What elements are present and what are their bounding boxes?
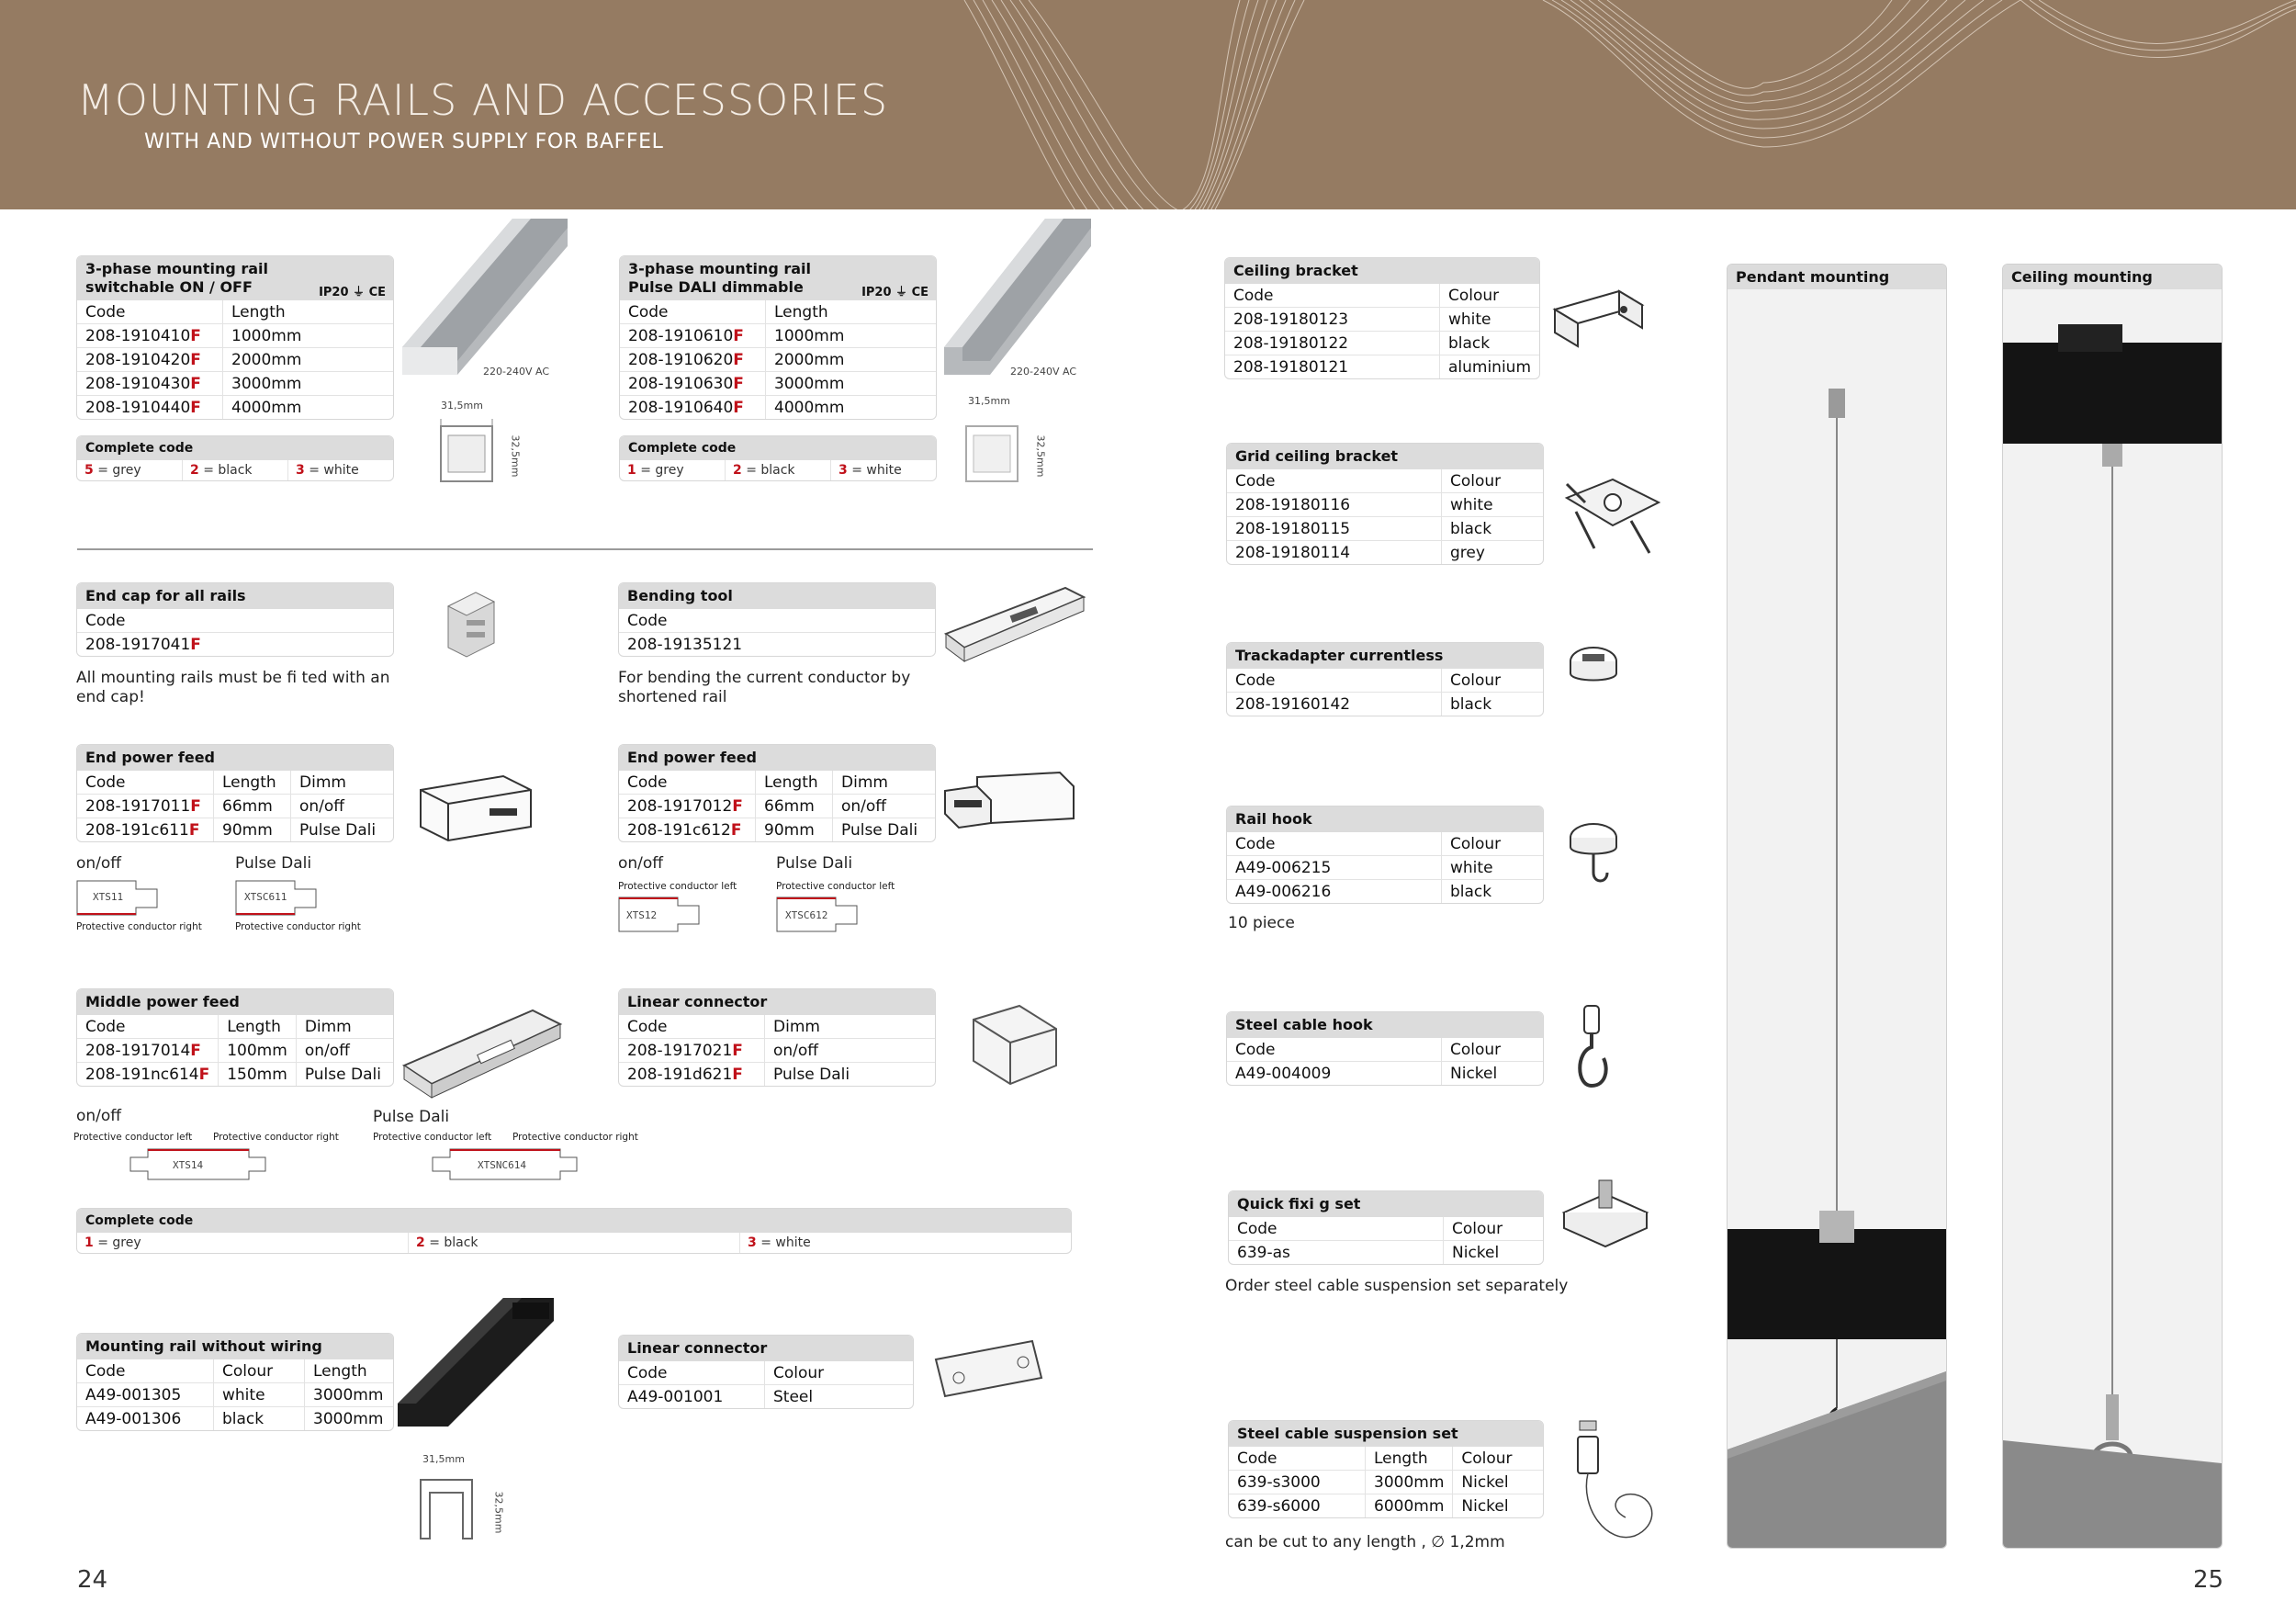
bending-tool-image [937,579,1093,671]
colour-cell: Steel [765,1385,914,1409]
col-header: Dimm [296,1015,393,1039]
col-header: Colour [1442,1038,1544,1062]
grid-bracket-image [1558,470,1663,567]
complete-code-title: Complete code [77,1209,1071,1233]
code-meaning: = white [756,1235,811,1250]
bending-tool-table [618,582,936,657]
table-title: Grid ceiling bracket [1227,444,1543,469]
dimm-cell: on/off [291,795,394,818]
code-digit: 1 [627,463,636,478]
grid-ceiling-bracket-table [1226,443,1544,565]
rail-hook-table [1226,806,1544,904]
table-row [619,1385,913,1409]
rail-profile-diagram [415,1474,481,1544]
table-row [619,818,935,842]
complete-code-box [619,435,937,481]
code-cell: 208-1910620 [628,350,734,369]
quick-fix-note: Order steel cable suspension set separately [1225,1277,1569,1295]
table-row [77,396,393,420]
length-cell: 1000mm [766,324,937,348]
col-header: Code [85,773,126,792]
code-suffix: F [190,635,201,654]
protective-conductor-label: Protective conductor right [213,1132,339,1143]
table-row [1227,880,1543,904]
dimm-label: Pulse Dali [373,1108,450,1126]
table-row [77,633,393,657]
col-header: Code [85,302,126,321]
page-number-right: 25 [2193,1566,2224,1594]
code-suffix: F [190,350,201,369]
code-cell: A49-004009 [1227,1062,1442,1086]
table-row [620,324,936,348]
protective-conductor-label: Protective conductor left [373,1132,492,1143]
code-cell: 208-1910410 [85,326,191,345]
steel-connector-plate-image [931,1336,1046,1401]
table-title: 3-phase mounting rail [628,260,812,277]
code-digit: 3 [296,463,305,478]
colour-cell: white [1439,308,1539,332]
code-digit: 2 [416,1235,425,1250]
code-cell: 208-1910640 [628,398,734,417]
code-digit: 1 [84,1235,94,1250]
colour-cell: white [1442,856,1544,880]
complete-code-title: Complete code [77,436,393,460]
suspension-note: can be cut to any length , ∅ 1,2mm [1225,1533,1505,1551]
section-divider [77,548,1093,550]
table-title: Trackadapter currentless [1227,643,1543,669]
colour-cell: black [214,1407,305,1431]
voltage-label: 220-240V AC [1010,366,1076,378]
rail-hook-note: 10 piece [1228,914,1295,932]
table-row [77,324,393,348]
code-cell: 208-19180116 [1227,493,1442,517]
middle-feed-table [76,988,394,1087]
code-cell: 208-19180114 [1227,541,1442,565]
ceiling-bracket-image [1550,287,1647,351]
end-feed-image [940,768,1078,841]
length-cell: 4000mm [766,396,937,420]
complete-code-box [76,435,394,481]
code-cell: A49-001305 [77,1383,214,1407]
rail-profile-diagram [435,419,501,489]
protective-conductor-label: Protective conductor left [618,881,737,892]
code-cell: 208-19160142 [1227,693,1442,716]
linear-connector-image [964,1001,1065,1093]
table-row [620,348,936,372]
steel-cable-suspension-table [1228,1420,1544,1518]
code-suffix: F [190,398,201,417]
dimm-label: Pulse Dali [235,854,312,873]
table-row [77,1063,393,1087]
code-suffix: F [732,796,743,816]
table-row [1229,1471,1543,1494]
col-header: Colour [1439,284,1539,308]
code-meaning: = grey [93,463,141,478]
end-cap-note: All mounting rails must be fi ted with an end cap! [76,669,390,706]
colour-cell: aluminium [1439,355,1539,379]
code-cell: 208-1910630 [628,374,734,393]
col-header: Length [305,1359,394,1383]
table-title: Mounting rail without wiring [77,1334,393,1359]
length-cell: 90mm [214,818,291,842]
table-row [1227,693,1543,716]
dimension-width: 31,5mm [968,395,1010,407]
code-cell: 208-19180123 [1225,308,1439,332]
dimm-cell: Pulse Dali [291,818,394,842]
table-row [1229,1494,1543,1518]
protective-conductor-label: Protective conductor right [76,921,202,932]
dimm-cell: on/off [765,1039,936,1063]
diagram-code: XTSC611 [244,891,287,903]
end-feed-right-table [76,744,394,842]
col-header: Colour [1442,832,1544,856]
code-digit: 2 [190,463,199,478]
colour-cell: white [1442,493,1544,517]
ceiling-mounting-photo [2002,264,2223,1549]
code-cell: 208-1917011 [85,796,191,816]
diagram-code: XTSNC614 [478,1159,526,1171]
code-suffix: F [732,1041,743,1060]
protective-conductor-label: Protective conductor right [235,921,361,932]
table-row [1225,332,1539,355]
dimm-label: Pulse Dali [776,854,853,873]
protective-conductor-label: Protective conductor left [73,1132,193,1143]
code-cell: 639-as [1229,1241,1444,1265]
table-row [77,1407,393,1431]
code-cell: 208-1917021 [627,1041,733,1060]
ip20-ce-icon: IP20 ⏚ CE [319,286,386,299]
colour-cell: Nickel [1444,1241,1544,1265]
length-cell: 3000mm [305,1407,394,1431]
table-row [619,795,935,818]
table-row [77,1383,393,1407]
header-banner [0,0,2296,209]
colour-cell: black [1442,693,1544,716]
length-cell: 4000mm [223,396,394,420]
table-row [1227,1062,1543,1086]
ceiling-mounting-illustration [2003,265,2222,1548]
table-row [1229,1241,1543,1265]
dimm-label: on/off [618,854,664,873]
page-subtitle: WITH AND WITHOUT POWER SUPPLY FOR BAFFEL [144,130,664,153]
table-title: switchable ON / OFF [85,278,253,296]
dimm-cell: Pulse Dali [833,818,936,842]
rail-profile-diagram [961,419,1027,489]
colour-cell: white [214,1383,305,1407]
col-header: Code [1233,286,1274,305]
rail-hook-image [1566,818,1623,891]
end-cap-image [439,588,503,661]
code-cell: 208-19180115 [1227,517,1442,541]
rail-switchable-table [76,255,394,420]
code-cell: 208-191c611 [85,820,189,840]
code-cell: 208-1910420 [85,350,191,369]
quick-fixing-set-table [1228,1190,1544,1265]
dimm-label: on/off [76,1107,122,1125]
end-cap-table [76,582,394,657]
code-meaning: = grey [636,463,684,478]
table-title: Quick fixi g set [1229,1191,1543,1217]
length-cell: 150mm [219,1063,297,1087]
dimension-width: 31,5mm [422,1453,465,1465]
col-header: Code [627,773,668,792]
col-header: Length [1366,1447,1453,1471]
protective-conductor-label: Protective conductor left [776,881,895,892]
code-cell: A49-006215 [1227,856,1442,880]
table-row [619,1063,935,1087]
col-header: Code [85,1017,126,1036]
table-row [620,396,936,420]
middle-feed-image [395,1001,569,1102]
code-cell: 208-1917014 [85,1041,191,1060]
colour-cell: black [1442,880,1544,904]
dimm-cell: Pulse Dali [765,1063,936,1087]
length-cell: 1000mm [223,324,394,348]
col-header: Colour [1442,469,1544,493]
colour-cell: black [1442,517,1544,541]
col-header: Code [85,611,126,630]
black-rail-image [393,1293,558,1431]
code-meaning: = black [741,463,795,478]
table-title: End power feed [619,745,935,771]
code-meaning: = white [847,463,902,478]
length-cell: 3000mm [766,372,937,396]
table-title: Rail hook [1227,806,1543,832]
code-suffix: F [732,1065,743,1084]
cable-suspension-image [1570,1416,1662,1545]
steel-hook-image [1569,1001,1615,1093]
rail-dali-table [619,255,937,420]
colour-cell: Nickel [1453,1494,1543,1518]
page-title: MOUNTING RAILS AND ACCESSORIES [77,75,889,125]
code-cell: 208-1910440 [85,398,191,417]
table-title: Bending tool [619,583,935,609]
colour-cell: Nickel [1453,1471,1543,1494]
code-suffix: F [190,796,201,816]
col-header: Code [1235,1040,1276,1059]
dimension-height: 32,5mm [492,1491,505,1534]
photo-title: Ceiling mounting [2003,265,2222,289]
length-cell: 3000mm [305,1383,394,1407]
pendant-mounting-photo [1727,264,1947,1549]
code-cell: 208-1917041 [85,635,191,654]
table-title: Linear connector [619,989,935,1015]
code-suffix: F [733,374,744,393]
voltage-label: 220-240V AC [483,366,549,378]
ceiling-bracket-table [1224,257,1540,379]
col-header: Dimm [291,771,394,795]
code-cell: 208-19135121 [619,633,935,657]
code-digit: 5 [84,463,94,478]
col-header: Length [214,771,291,795]
linear-connector-steel-table [618,1335,914,1409]
page-number-left: 24 [77,1566,108,1594]
table-row [1227,856,1543,880]
length-cell: 90mm [756,818,833,842]
pendant-mounting-illustration [1728,265,1946,1548]
code-digit: 2 [733,463,742,478]
end-feed-left-table [618,744,936,842]
code-suffix: F [190,326,201,345]
table-row [1225,308,1539,332]
trackadapter-image [1566,641,1623,692]
col-header: Colour [1453,1447,1543,1471]
code-cell: 208-1910610 [628,326,734,345]
code-meaning: = grey [93,1235,141,1250]
table-row [77,818,393,842]
table-row [619,1039,935,1063]
code-suffix: F [188,820,200,840]
code-meaning: = black [424,1235,478,1250]
table-row [619,633,935,657]
linear-connector-table [618,988,936,1087]
col-header: Code [1235,671,1276,690]
code-cell: 208-1917012 [627,796,733,816]
code-cell: 639-s6000 [1229,1494,1366,1518]
table-title: Pulse DALI dimmable [628,278,804,296]
code-suffix: F [733,398,744,417]
length-cell: 2000mm [766,348,937,372]
col-header: Colour [1444,1217,1544,1241]
table-title: Middle power feed [77,989,393,1015]
code-digit: 3 [748,1235,757,1250]
photo-title: Pendant mounting [1728,265,1946,289]
code-cell: 208-191c612 [627,820,731,840]
table-title: Linear connector [619,1336,913,1361]
table-row [77,795,393,818]
code-cell: 208-191d621 [627,1065,733,1084]
code-meaning: = black [198,463,253,478]
dimm-cell: Pulse Dali [296,1063,393,1087]
table-row [77,372,393,396]
diagram-code: XTS12 [626,909,658,921]
colour-cell: black [1439,332,1539,355]
length-cell: 66mm [214,795,291,818]
table-title: Steel cable hook [1227,1012,1543,1038]
length-cell: 3000mm [1366,1471,1453,1494]
mounting-rail-image [393,209,568,384]
dimension-height: 32,5mm [509,434,522,478]
col-header: Code [628,302,669,321]
code-suffix: F [198,1065,210,1084]
table-row [77,348,393,372]
length-cell: 100mm [219,1039,297,1063]
code-cell: A49-001001 [619,1385,765,1409]
protective-conductor-label: Protective conductor right [512,1132,638,1143]
code-cell: 208-19180122 [1225,332,1439,355]
dimm-label: on/off [76,854,122,873]
col-header: Colour [214,1359,305,1383]
code-digit: 3 [838,463,848,478]
end-feed-image [411,772,540,845]
col-header: Colour [1442,669,1544,693]
diagram-code: XTSC612 [785,909,828,921]
dimm-cell: on/off [296,1039,393,1063]
col-header: Code [1237,1219,1277,1238]
table-row [620,372,936,396]
col-header: Dimm [765,1015,936,1039]
diagram-code: XTS14 [173,1159,204,1171]
code-suffix: F [190,374,201,393]
col-header: Length [766,300,937,324]
code-suffix: F [733,326,744,345]
steel-cable-hook-table [1226,1011,1544,1086]
dimension-width: 31,5mm [441,400,483,412]
code-cell: 208-191nc614 [85,1065,199,1084]
col-header: Colour [765,1361,914,1385]
table-title: Ceiling bracket [1225,258,1539,284]
mounting-rail-image [935,209,1091,384]
code-cell: 639-s3000 [1229,1471,1366,1494]
code-meaning: = white [304,463,359,478]
dimm-cell: on/off [833,795,936,818]
length-cell: 6000mm [1366,1494,1453,1518]
col-header: Code [1237,1449,1277,1468]
code-cell: A49-001306 [77,1407,214,1431]
diagram-code: XTS11 [93,891,124,903]
code-cell: 208-19180121 [1225,355,1439,379]
col-header: Code [627,611,668,630]
col-header: Code [85,1361,126,1381]
table-title: End power feed [77,745,393,771]
code-suffix: F [190,1041,201,1060]
quick-fixing-image [1555,1171,1651,1249]
colour-cell: grey [1442,541,1544,565]
bending-tool-note: For bending the current conductor by shortened rail [618,669,911,706]
length-cell: 66mm [756,795,833,818]
table-row [1227,517,1543,541]
complete-code-title: Complete code [620,436,936,460]
table-title: Steel cable suspension set [1229,1421,1543,1447]
length-cell: 3000mm [223,372,394,396]
trackadapter-table [1226,642,1544,716]
code-cell: A49-006216 [1227,880,1442,904]
table-title: 3-phase mounting rail [85,260,269,277]
length-cell: 2000mm [223,348,394,372]
col-header: Length [223,300,394,324]
code-suffix: F [730,820,742,840]
code-cell: 208-1910430 [85,374,191,393]
table-row [1225,355,1539,379]
col-header: Length [756,771,833,795]
col-header: Code [1235,471,1276,491]
col-header: Length [219,1015,297,1039]
table-row [77,1039,393,1063]
table-title: End cap for all rails [77,583,393,609]
col-header: Code [1235,834,1276,853]
col-header: Code [627,1017,668,1036]
col-header: Code [627,1363,668,1382]
code-suffix: F [733,350,744,369]
table-row [1227,541,1543,565]
colour-cell: Nickel [1442,1062,1544,1086]
rail-no-wiring-table [76,1333,394,1431]
ip20-ce-icon: IP20 ⏚ CE [861,286,929,299]
table-row [1227,493,1543,517]
dimension-height: 32,5mm [1034,434,1047,478]
complete-code-box [76,1208,1072,1254]
col-header: Dimm [833,771,936,795]
